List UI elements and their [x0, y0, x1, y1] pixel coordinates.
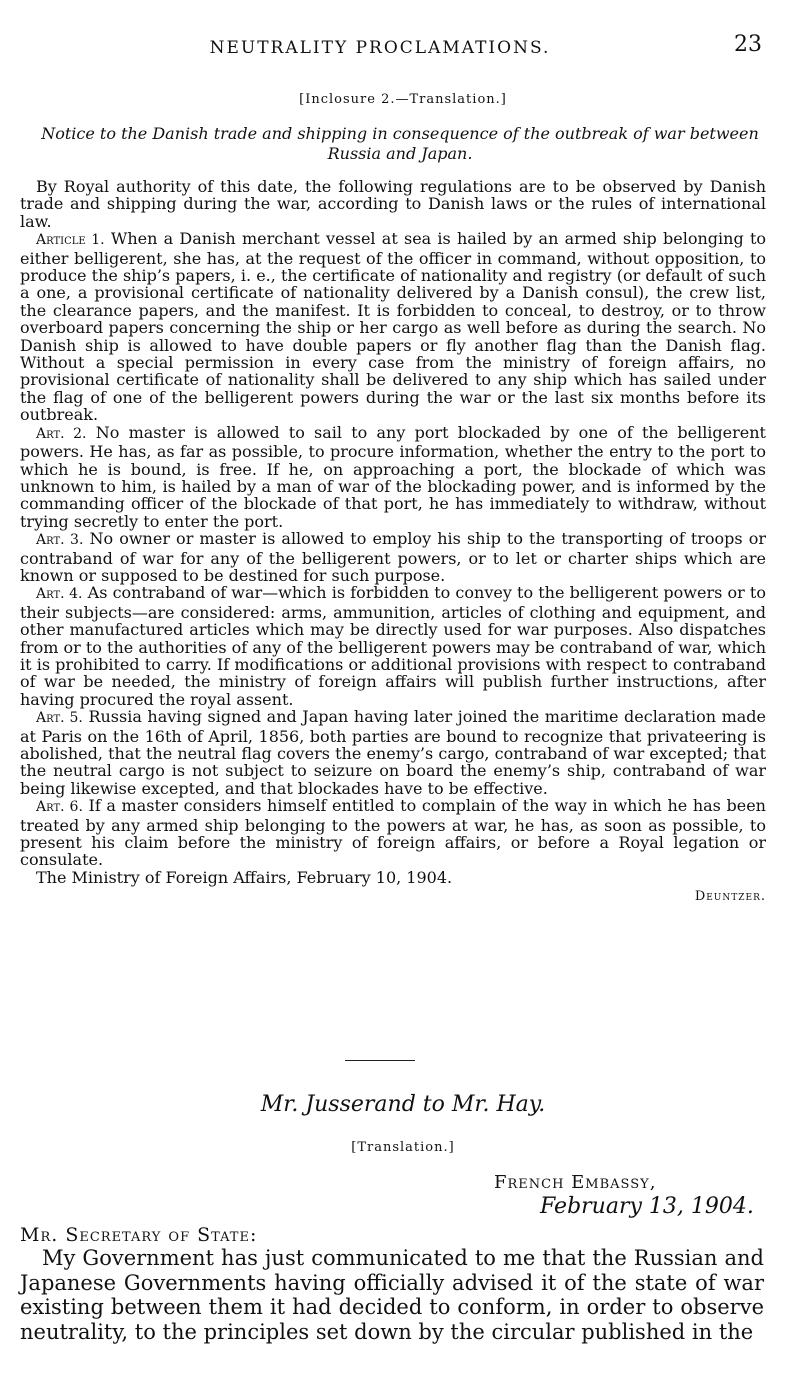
paragraph-text: No owner or master is allowed to employ his ship to the transporting of troops or contraband of war for any of the belligerent powers, or to let or charter ships which are known or supposed to be destined for such purpose. [20, 529, 766, 585]
paragraph-article-6 [20, 797, 766, 869]
article-label: Art. 4. [36, 586, 83, 603]
paragraph-text: If a master considers himself entitled to complain of the way in which he has been treated by any armed ship belonging to the powers at war, he has, as soon as possible, to present his claim before the ministry of foreign affairs, or before a Royal legation or consulate. [20, 796, 766, 870]
article-label: Art. 6. [36, 799, 83, 816]
closing-line: The Ministry of Foreign Affairs, February 10, 1904. [36, 867, 453, 887]
paragraph-text: When a Danish merchant vessel at sea is hailed by an armed ship belonging to either belligerent, she has, at the request of the officer in command, without opposition, to produce the ship’s papers, i. e., the certificate of nationality and registry (or default of such a one, a provisional certificate of nationality delivered by a Danish consul), the crew list, the clearance papers, and the manifest. It is forbidden to conceal, to destroy, or to throw overboard papers concerning the ship or her cargo as well before as during the search. No Danish ship is allowed to have double papers or fly another flag than the Danish flag. Without a special permission in every case from the ministry of foreign affairs, no provisional certificate of nationality shall be delivered to any ship which has sailed under the flag of one of the belligerent powers during the war or the last six months before its outbreak. [20, 229, 767, 425]
paragraph-text: Russia having signed and Japan having later joined the maritime declaration made at Paris on the 16th of April, 1856, both parties are bound to recognize that privateering is abolished, that the neutral flag covers the enemy’s cargo, contraband of war excepted; that the neutral cargo is not subject to seizure on board the enemy’s ship, contraband of war being likewise excepted, and that blockades have to be effective. [20, 707, 766, 798]
article-label: Article 1. [36, 232, 105, 249]
paragraph-article-4 [20, 584, 766, 708]
letter-body: My Government has just communicated to me that the Russian and Japanese Governments having officially advised it of the state of war existing between them it had decided to conform, in order to observe neutrality, to the principles set down by the circular published in the [20, 1246, 764, 1344]
article-label: Art. 5. [36, 710, 83, 727]
letter-date: February 13, 1904. [540, 1194, 754, 1219]
paragraph-article-3 [20, 530, 766, 584]
article-label: Art. 3. [36, 532, 84, 549]
salutation: Mr. Secretary of State: [20, 1224, 258, 1246]
notice-body [20, 178, 766, 904]
article-label: Art. 2. [36, 425, 87, 442]
section-divider [345, 1060, 415, 1061]
signature: Deuntzer. [694, 888, 766, 904]
paragraph-article-1 [20, 230, 766, 423]
paragraph-text: As contraband of war—which is forbidden to convey to the belligerent powers or to their subjects—are considered: arms, ammunition, articles of clothing and equipment, and other manufactured articles which may be directly used for war purposes. Also dispatches from or to the authorities of any of the belligerent powers may be contraband of war, which it is prohibited to carry. If modifications or additional provisions with respect to contraband of war be needed, the ministry of foreign affairs will publish further instructions, after having procured the royal assent. [20, 583, 766, 709]
paragraph-intro [20, 178, 766, 230]
letter-heading: Mr. Jusserand to Mr. Hay. [260, 1092, 546, 1117]
notice-title: Notice to the Danish trade and shipping in consequence of the outbreak of war between Russia and Japan. [41, 124, 759, 163]
enclosure-label: [Inclosure 2.—Translation.] [299, 92, 507, 107]
running-header: NEUTRALITY PROCLAMATIONS. [209, 38, 551, 58]
embassy-line: French Embassy, [494, 1172, 657, 1193]
paragraph-text: No master is allowed to sail to any port blockaded by one of the belligerent powers. He has, as far as possible, to procure information, whether the entry to the port to which he is bound, is free. If he, on approaching a port, the blockade of which was unknown to him, is hailed by a man of war of the blockading power, and is informed by the commanding officer of the blockade of that port, he has immediately to withdraw, without trying secretly to enter the port. [20, 422, 766, 531]
page-number: 23 [734, 32, 762, 57]
translation-note: [Translation.] [351, 1140, 455, 1155]
paragraph-article-2 [20, 424, 766, 530]
paragraph-text: By Royal authority of this date, the following regulations are to be observed by Danish trade and shipping during the war, according to Danish laws or the rules of international law. [20, 177, 766, 231]
paragraph-article-5 [20, 708, 766, 797]
